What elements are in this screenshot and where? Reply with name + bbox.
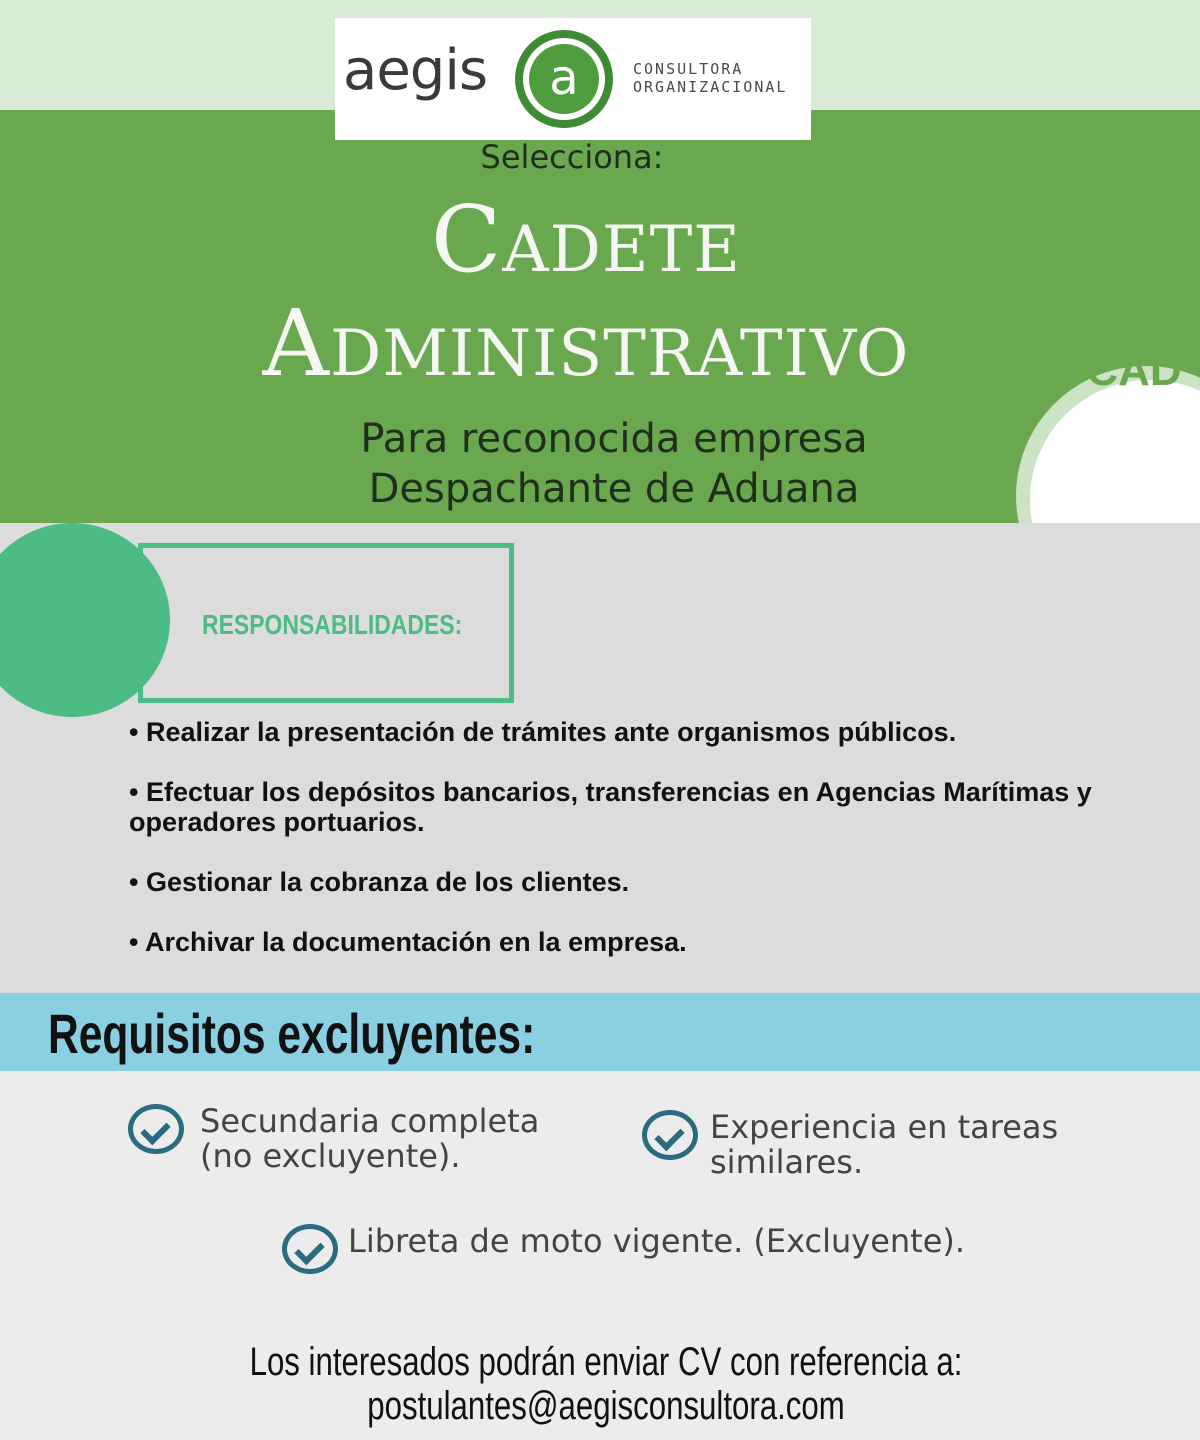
- list-item: • Archivar la documentación en la empresa.: [129, 927, 687, 957]
- job-title-line-2: Administrativo: [262, 290, 910, 397]
- responsibilities-heading: RESPONSABILIDADES:: [202, 609, 463, 640]
- job-title: [0, 188, 1172, 396]
- list-item: • Realizar la presentación de trámites ante organismos públicos.: [129, 717, 957, 747]
- contact-email[interactable]: postulantes@aegisconsultora.com: [367, 1384, 845, 1428]
- responsibilities-section: [0, 523, 1200, 993]
- check-circle-icon: [282, 1224, 338, 1274]
- responsibilities-list: [129, 717, 1129, 987]
- requirements-heading: Requisitos excluyentes:: [48, 1002, 536, 1065]
- check-circle-icon: [128, 1104, 184, 1154]
- job-title-line-1: Cadete: [430, 186, 742, 293]
- intro-label: Selecciona:: [480, 138, 664, 176]
- ref-value: CAD: [1086, 346, 1182, 395]
- company-description: Para reconocida empresa Despachante de Aduana: [360, 416, 868, 512]
- list-item: • Gestionar la cobranza de los clientes.: [129, 867, 630, 897]
- logo-tagline: CONSULTORA ORGANIZACIONAL: [633, 60, 788, 96]
- check-circle-icon: [642, 1110, 698, 1160]
- requirement-item: Secundaria completa (no excluyente).: [128, 1104, 539, 1174]
- ref-label: Ref.: [1092, 300, 1176, 349]
- contact-info: [0, 1340, 1200, 1428]
- logo-circle-icon: [515, 30, 613, 128]
- requirements-banner: [0, 993, 1200, 1071]
- logo-wordmark: aegis: [343, 38, 488, 103]
- requirement-item: Experiencia en tareas similares.: [642, 1110, 1058, 1180]
- contact-instruction: Los interesados podrán enviar CV con referencia a:: [249, 1340, 963, 1384]
- company-logo: [335, 18, 811, 140]
- logo-letter: a: [549, 50, 579, 106]
- requirement-item: Libreta de moto vigente. (Excluyente).: [282, 1224, 965, 1274]
- list-item: • Efectuar los depósitos bancarios, transferencias en Agencias Marítimas y operadores portuarios.: [129, 777, 1092, 837]
